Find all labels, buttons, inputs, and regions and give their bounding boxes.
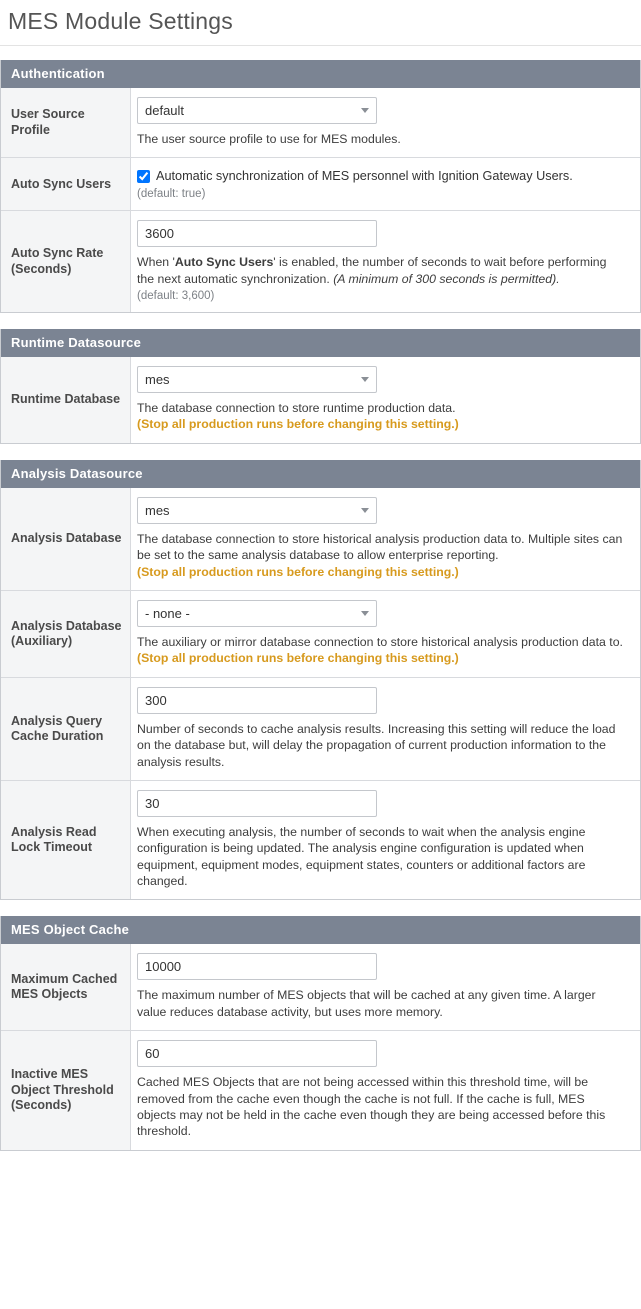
row-field-auto-sync-rate: [131, 211, 640, 312]
warning-runtime-database: (Stop all production runs before changing this setting.): [137, 417, 459, 432]
setting-row-analysis-database-auxiliary: [1, 591, 640, 678]
desc-part-middle: ' is enabled, the number of seconds to wait before performing the next automatic synchronization.: [137, 255, 607, 286]
description-auto-sync-rate: [137, 254, 625, 287]
analysis-database-auxiliary-select-wrap: [137, 600, 377, 627]
desc-part-italic: (A minimum of 300 seconds is permitted).: [333, 271, 560, 286]
desc-part-prefix: When ': [137, 255, 175, 270]
description-analysis-read-lock-timeout: When executing analysis, the number of seconds to wait when the analysis engine configuration is being updated. The analysis engine configuration is updated when equipment, equipment modes, equipment states, counters or additional factors are changed.: [137, 825, 586, 889]
auto-sync-users-checkbox[interactable]: [137, 170, 150, 183]
section-header-authentication: Authentication: [1, 60, 640, 88]
analysis-read-lock-timeout-input[interactable]: [137, 790, 377, 817]
warning-analysis-database: (Stop all production runs before changing this setting.): [137, 564, 459, 579]
row-field-maximum-cached-mes-objects: [131, 944, 640, 1030]
auto-sync-users-checkbox-label: Automatic synchronization of MES personnel with Ignition Gateway Users.: [156, 169, 573, 184]
row-field-inactive-mes-object-threshold: [131, 1031, 640, 1149]
setting-row-maximum-cached-mes-objects: [1, 944, 640, 1031]
inactive-mes-object-threshold-input[interactable]: [137, 1040, 377, 1067]
row-field-auto-sync-users: [131, 158, 640, 210]
analysis-database-select-wrap: [137, 497, 377, 524]
page-title: MES Module Settings: [8, 8, 233, 34]
title-divider: [0, 45, 641, 46]
analysis-query-cache-duration-input[interactable]: [137, 687, 377, 714]
row-label-user-source-profile: User Source Profile: [1, 88, 131, 157]
analysis-database-select[interactable]: [137, 497, 377, 524]
description-user-source-profile: The user source profile to use for MES modules.: [137, 132, 401, 146]
description-analysis-database-auxiliary-text: The auxiliary or mirror database connection to store historical analysis production data to.: [137, 635, 623, 650]
description-maximum-cached-mes-objects: The maximum number of MES objects that will be cached at any given time. A larger value reduces database activity, but uses more memory.: [137, 988, 596, 1019]
section-mes-object-cache: [0, 916, 641, 1150]
section-analysis-datasource: [0, 460, 641, 901]
section-header-analysis-datasource: Analysis Datasource: [1, 460, 640, 488]
auto-sync-users-checkbox-row[interactable]: [137, 167, 630, 185]
row-field-analysis-read-lock-timeout: [131, 781, 640, 899]
warning-analysis-database-auxiliary: (Stop all production runs before changing this setting.): [137, 651, 459, 666]
row-field-analysis-database: [131, 488, 640, 590]
row-label-analysis-query-cache-duration: Analysis Query Cache Duration: [1, 678, 131, 780]
desc-part-bold: Auto Sync Users: [174, 255, 274, 270]
description-analysis-database: [137, 531, 625, 580]
description-runtime-database-text: The database connection to store runtime production data.: [137, 400, 456, 415]
user-source-profile-select-wrap: [137, 97, 377, 124]
row-field-user-source-profile: [131, 88, 640, 157]
setting-row-inactive-mes-object-threshold: [1, 1031, 640, 1149]
setting-row-runtime-database: [1, 357, 640, 443]
row-label-auto-sync-users: Auto Sync Users: [1, 158, 131, 210]
section-header-runtime-datasource: Runtime Datasource: [1, 329, 640, 357]
setting-row-analysis-database: [1, 488, 640, 591]
runtime-database-select-wrap: [137, 366, 377, 393]
default-note-auto-sync-rate: (default: 3,600): [137, 289, 215, 302]
section-runtime-datasource: [0, 329, 641, 444]
setting-row-auto-sync-rate: [1, 211, 640, 312]
setting-row-analysis-read-lock-timeout: [1, 781, 640, 899]
description-analysis-database-text: The database connection to store historical analysis production data to. Multiple sites can be set to the same analysis database to allow enterprise reporting.: [137, 531, 623, 563]
setting-row-auto-sync-users: [1, 158, 640, 211]
row-label-analysis-database: Analysis Database: [1, 488, 131, 590]
row-label-runtime-database: Runtime Database: [1, 357, 131, 443]
setting-row-user-source-profile: [1, 88, 640, 158]
row-field-analysis-query-cache-duration: [131, 678, 640, 780]
section-header-mes-object-cache: MES Object Cache: [1, 916, 640, 944]
row-label-auto-sync-rate: Auto Sync Rate (Seconds): [1, 211, 131, 312]
description-runtime-database: [137, 400, 625, 433]
default-note-auto-sync-users: (default: true): [137, 188, 206, 201]
auto-sync-rate-input[interactable]: [137, 220, 377, 247]
row-label-analysis-database-auxiliary: Analysis Database (Auxiliary): [1, 591, 131, 677]
section-authentication: [0, 60, 641, 313]
description-analysis-query-cache-duration: Number of seconds to cache analysis results. Increasing this setting will reduce the load on the database but, will delay the propagation of current production information to the analysis results.: [137, 722, 616, 769]
row-label-maximum-cached-mes-objects: Maximum Cached MES Objects: [1, 944, 131, 1030]
row-label-inactive-mes-object-threshold: Inactive MES Object Threshold (Seconds): [1, 1031, 131, 1149]
description-analysis-database-auxiliary: [137, 634, 625, 667]
user-source-profile-select[interactable]: [137, 97, 377, 124]
maximum-cached-mes-objects-input[interactable]: [137, 953, 377, 980]
row-field-runtime-database: [131, 357, 640, 443]
row-label-analysis-read-lock-timeout: Analysis Read Lock Timeout: [1, 781, 131, 899]
row-field-analysis-database-auxiliary: [131, 591, 640, 677]
runtime-database-select[interactable]: [137, 366, 377, 393]
analysis-database-auxiliary-select[interactable]: [137, 600, 377, 627]
setting-row-analysis-query-cache-duration: [1, 678, 640, 781]
description-inactive-mes-object-threshold: Cached MES Objects that are not being accessed within this threshold time, will be removed from the cache even though the cache is not full. If the cache is full, MES objects may not be held in the cache even though they are being accessed before this threshold.: [137, 1075, 606, 1139]
